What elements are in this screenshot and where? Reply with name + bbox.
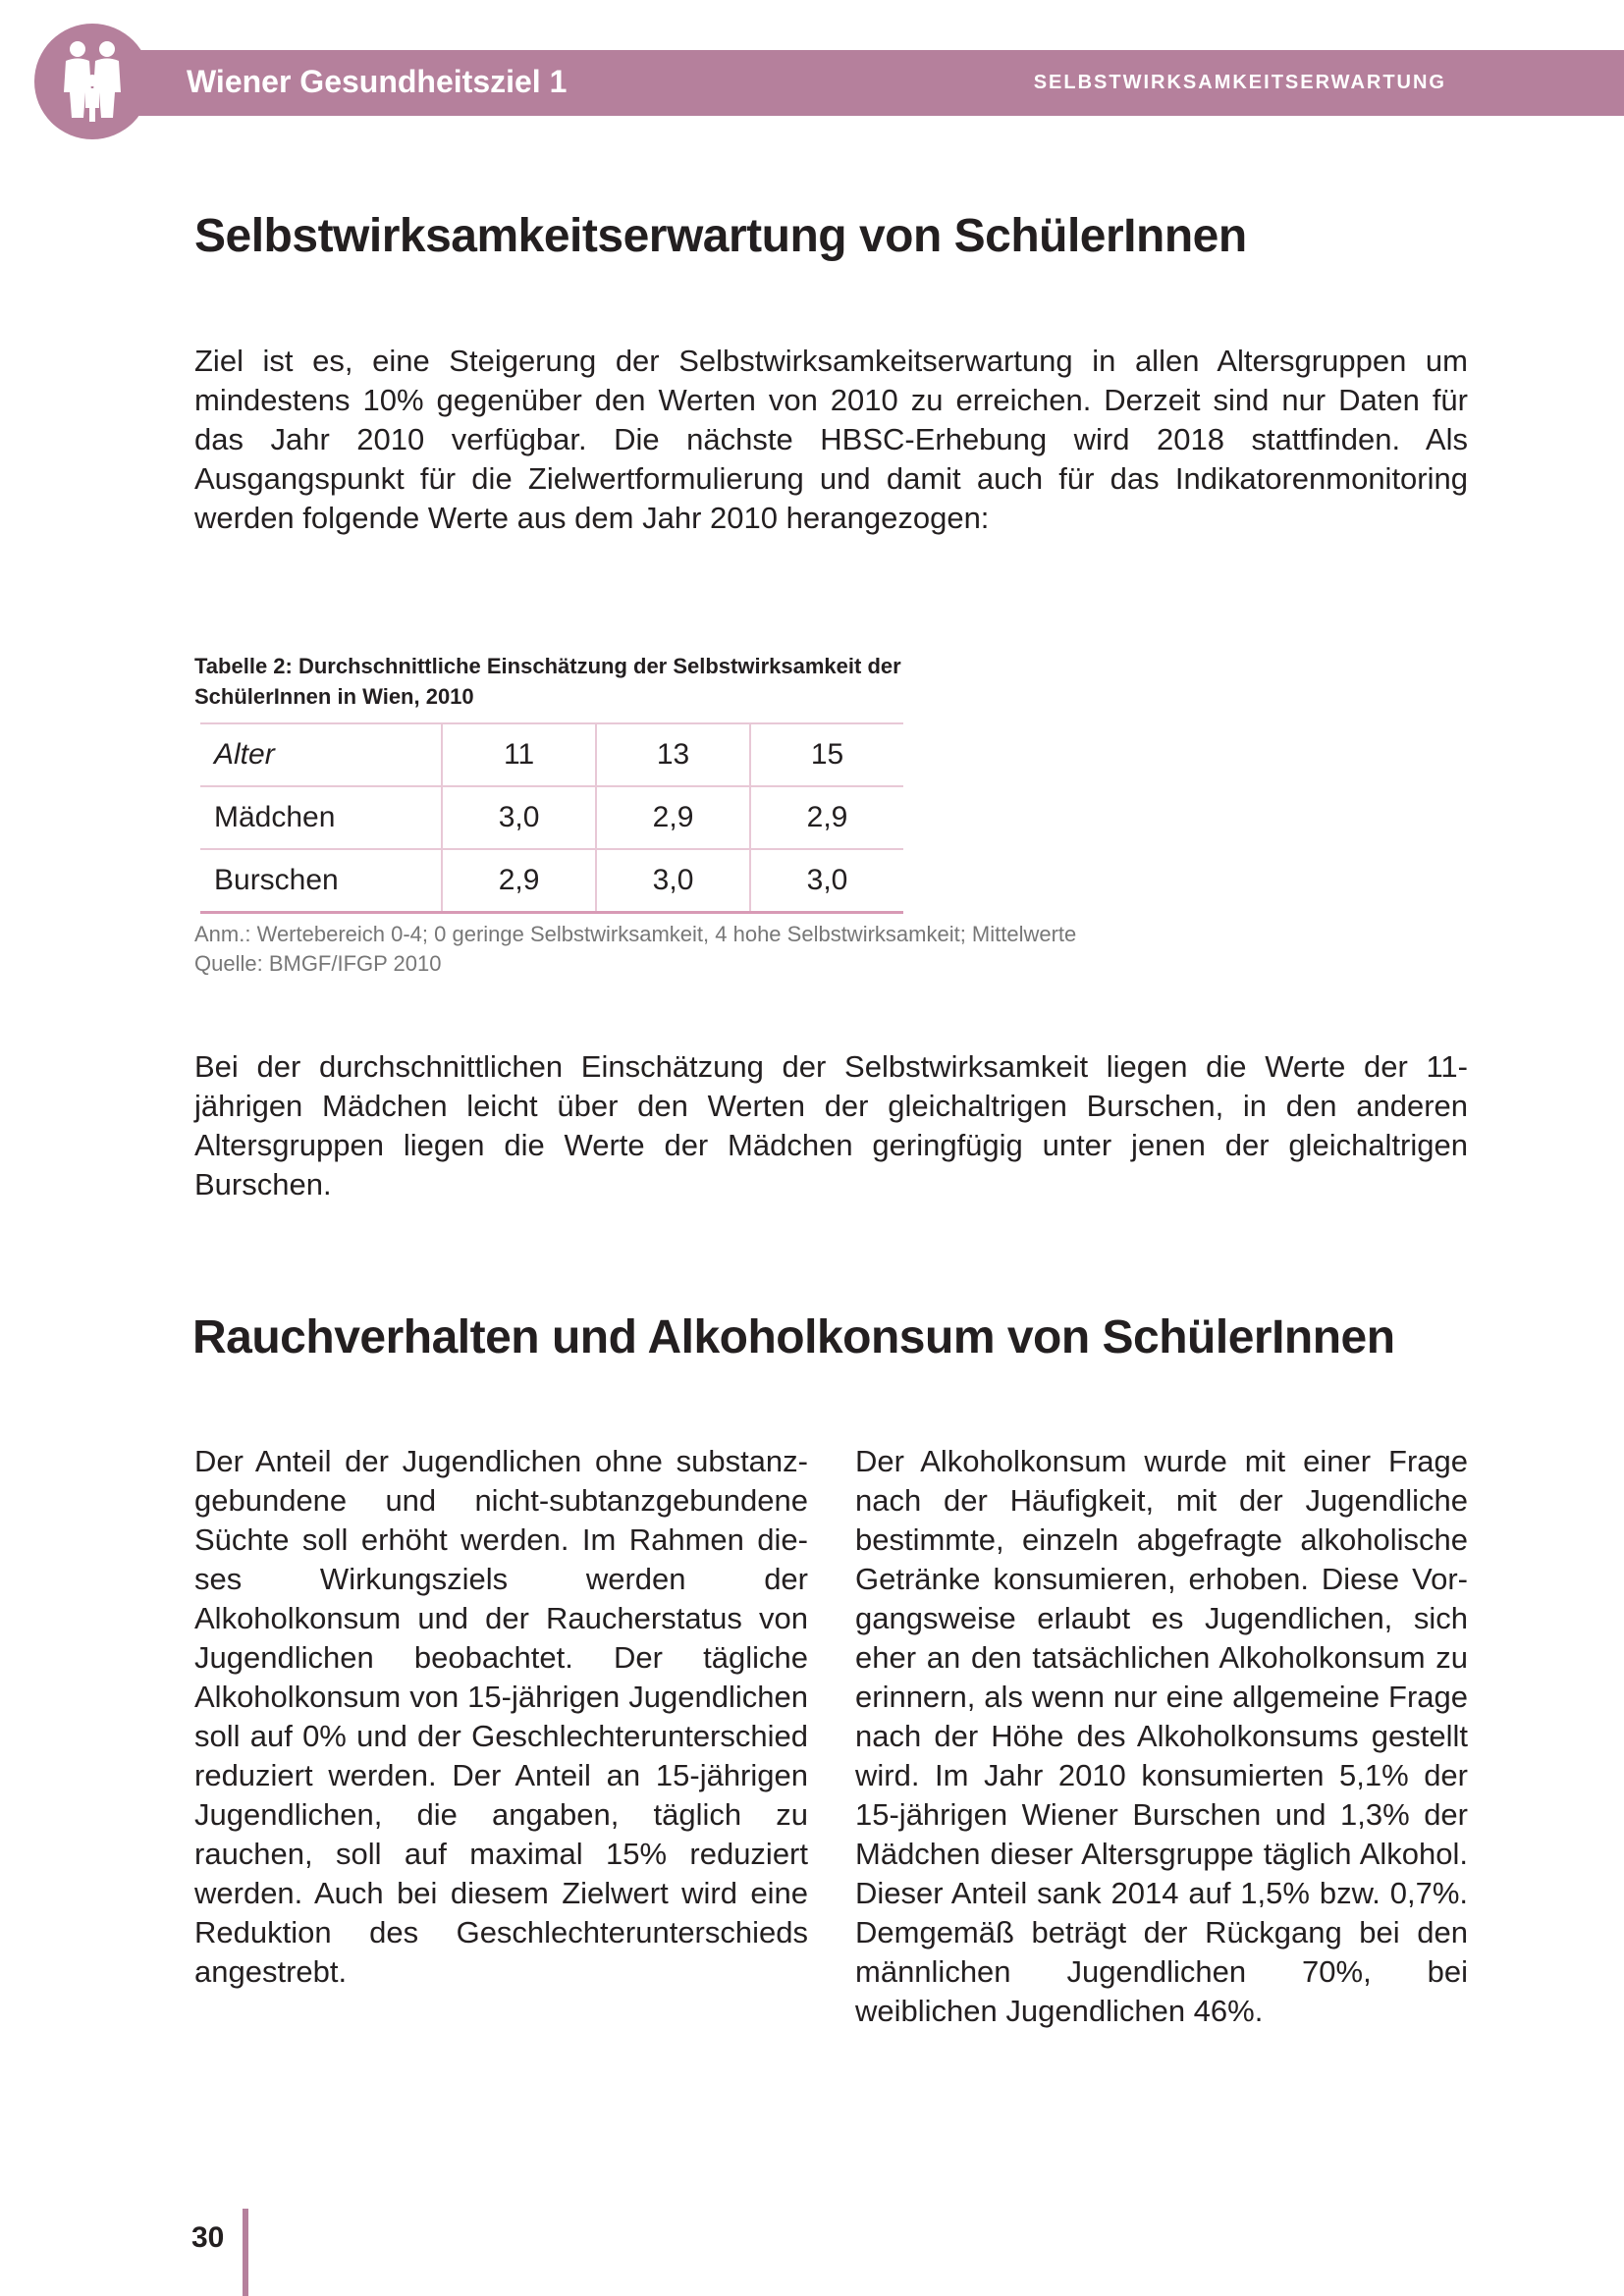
family-icon-svg bbox=[34, 24, 150, 139]
table-cell: 3,0 bbox=[596, 849, 750, 913]
table-caption-line2: SchülerInnen in Wien, 2010 bbox=[194, 684, 474, 709]
table-cell: 3,0 bbox=[442, 786, 596, 849]
table-header-alter: Alter bbox=[200, 723, 442, 786]
page-number-rule bbox=[243, 2209, 248, 2296]
section2-column-right: Der Alkoholkonsum wurde mit einer Frage nach der Häufigkeit, mit der Jugendliche bestimmte, einzeln abgefragte alkoholische Getränke konsumieren, erhoben. Diese Vorgangsweise erlaubt es Jugendlichen, sich eher an den tatsächlichen Alkoholkonsum zu erinnern, als wenn nur eine allgemeine Frage nach der Höhe des Alkoholkonsums gestellt wird. Im Jahr 2010 konsumierten 5,1% der 15-jährigen Wiener Burschen und 1,3% der Mädchen dieser Altersgruppe täglich Alkohol. Dieser Anteil sank 2014 auf 1,5% bzw. 0,7%. Demgemäß beträgt der Rückgang bei den männlichen Jugendlichen 70%, bei weiblichen Jugendlichen 46%. bbox=[855, 1444, 1468, 2028]
table-row-label: Burschen bbox=[200, 849, 442, 913]
table-cell: 2,9 bbox=[596, 786, 750, 849]
family-icon bbox=[34, 24, 150, 139]
table-row bbox=[200, 786, 903, 849]
section1-conclusion: Bei der durchschnittlichen Einschätzung der Selbstwirksamkeit liegen die Werte der 11-jährigen Mädchen leicht über den Werten der gleichaltrigen Burschen, in den anderen Altersgruppen liegen die Werte der Mädchen geringfügig unter jenen der gleichaltrigen Burschen. bbox=[194, 1049, 1468, 1201]
header-title: Wiener Gesundheitsziel 1 bbox=[187, 64, 568, 99]
table-caption-line1: Tabelle 2: Durchschnittliche Einschätzung der Selbstwirksamkeit der bbox=[194, 654, 901, 678]
table-cell: 2,9 bbox=[750, 786, 903, 849]
section2-column-left: Der Anteil der Jugendlichen ohne substanzgebundene und nicht-subtanzgebundene Süchte soll erhöht werden. Im Rahmen dieses Wirkungsziels werden der Alkoholkonsum und der Raucherstatus von Jugendlichen beobachtet. Der tägliche Alkoholkonsum von 15-jährigen Jugendlichen soll auf 0% und der Geschlechterunterschied reduziert werden. Der Anteil an 15-jährigen Jugendlichen, die angaben, täglich zu rauchen, soll auf maximal 15% reduziert werden. Auch bei diesem Zielwert wird eine Reduktion des Geschlechterunterschieds angestrebt. bbox=[194, 1444, 808, 1989]
section1-heading: Selbstwirksamkeitserwartung von SchülerInnen bbox=[194, 210, 1247, 262]
section2-heading: Rauchverhalten und Alkoholkonsum von SchülerInnen bbox=[192, 1311, 1395, 1363]
page-number: 30 bbox=[191, 2221, 225, 2254]
section1-intro: Ziel ist es, eine Steigerung der Selbstwirksamkeitserwartung in allen Altersgruppen um mindestens 10% gegenüber den Werten von 2010 zu erreichen. Derzeit sind nur Daten für das Jahr 2010 verfügbar. Die nächste HBSC-Erhebung wird 2018 stattfinden. Als Ausgangspunkt für die Zielwertformulierung und damit auch für das Indikatorenmonitoring werden folgende Werte aus dem Jahr 2010 herangezogen: bbox=[194, 344, 1468, 535]
table-caption bbox=[194, 651, 941, 712]
table-note: Anm.: Wertebereich 0-4; 0 geringe Selbstwirksamkeit, 4 hohe Selbstwirksamkeit; Mittelwerte bbox=[194, 922, 1077, 946]
table-cell: 2,9 bbox=[442, 849, 596, 913]
table-cell: 3,0 bbox=[750, 849, 903, 913]
table-row bbox=[200, 849, 903, 913]
table-source: Quelle: BMGF/IFGP 2010 bbox=[194, 951, 442, 976]
table-header-age-15: 15 bbox=[750, 723, 903, 786]
table-header-age-11: 11 bbox=[442, 723, 596, 786]
table-header-row bbox=[200, 723, 903, 786]
table-row-label: Mädchen bbox=[200, 786, 442, 849]
table-header-age-13: 13 bbox=[596, 723, 750, 786]
header-section-label: SELBSTWIRKSAMKEITSERWARTUNG bbox=[1033, 72, 1446, 93]
self-efficacy-table bbox=[200, 722, 903, 914]
